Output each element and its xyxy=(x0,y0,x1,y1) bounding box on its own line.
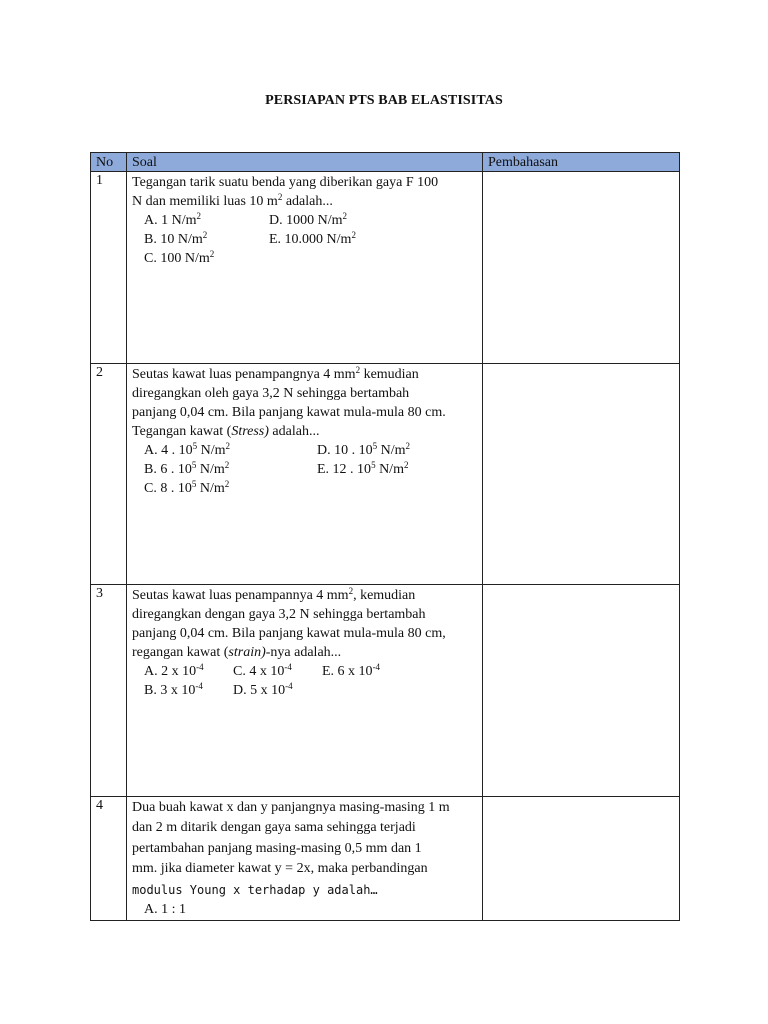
question-text-line: Tegangan tarik suatu benda yang diberikan gaya F 100 xyxy=(132,175,439,190)
question-text-line: diregangkan dengan gaya 3,2 N sehingga bertambah xyxy=(132,607,426,622)
table-header-row xyxy=(91,153,680,172)
table-row xyxy=(91,172,680,364)
option-a: A. 2 x $10^{-4}$ xyxy=(144,662,204,679)
option-c: C. 100 $N/m^2$ xyxy=(144,249,215,266)
header-pembahasan: Pembahasan xyxy=(483,153,680,172)
question-cell xyxy=(127,797,483,921)
question-text-line: panjang 0,04 cm. Bila panjang kawat mula-mula 80 cm. xyxy=(132,405,446,420)
answer-cell xyxy=(483,797,680,921)
answer-cell xyxy=(483,364,680,585)
question-text-line: Seutas kawat luas penampannya 4 $mm^2$, kemudian xyxy=(132,586,416,603)
question-text-line: pertambahan panjang masing-masing 0,5 mm dan 1 xyxy=(132,840,422,856)
option-e: E. 12 . $10^5$ $N/m^2$ xyxy=(317,460,409,477)
table-row xyxy=(91,364,680,585)
question-text-line: mm. jika diameter kawat y = 2x, maka perbandingan xyxy=(132,861,428,877)
option-b: B. 6 . $10^5$ $N/m^2$ xyxy=(144,460,230,477)
option-b: B. 10 $N/m^2$ xyxy=(144,230,208,247)
header-soal: Soal xyxy=(127,153,483,172)
table-row xyxy=(91,797,680,921)
question-text-line: panjang 0,04 cm. Bila panjang kawat mula-mula 80 cm, xyxy=(132,626,446,641)
option-list xyxy=(144,900,477,919)
question-number: 4 xyxy=(91,797,127,921)
question-cell xyxy=(127,172,483,364)
question-text-line: Dua buah kawat x dan y panjangnya masing-masing 1 m xyxy=(132,800,450,815)
option-list xyxy=(144,211,477,268)
document-title: PERSIAPAN PTS BAB ELASTISITAS xyxy=(265,93,503,108)
question-text-line: Seutas kawat luas penampangnya 4 $mm^2$ kemudian xyxy=(132,365,419,382)
answer-cell xyxy=(483,172,680,364)
question-number: 2 xyxy=(91,364,127,585)
question-cell xyxy=(127,364,483,585)
question-text-line: Tegangan kawat (Stress) adalah... xyxy=(132,424,320,439)
option-e: E. 6 x $10^{-4}$ xyxy=(322,662,381,679)
question-cell xyxy=(127,585,483,797)
question-number: 1 xyxy=(91,172,127,364)
option-list xyxy=(144,441,477,498)
option-c: C. 8 . $10^5$ $N/m^2$ xyxy=(144,479,230,496)
option-d: D. 10 . $10^5$ $N/m^2$ xyxy=(317,441,411,458)
option-d: D. 1000 $N/m^2$ xyxy=(269,211,347,228)
question-text-line: diregangkan oleh gaya 3,2 N sehingga bertambah xyxy=(132,386,410,401)
option-a: A. 1 : 1 xyxy=(144,902,186,918)
option-a: A. 1 $N/m^2$ xyxy=(144,211,201,228)
question-text-line: regangan kawat (strain)-nya adalah... xyxy=(132,645,342,660)
question-number: 3 xyxy=(91,585,127,797)
option-a: A. 4 . $10^5$ $N/m^2$ xyxy=(144,441,231,458)
question-text-line: N dan memiliki luas 10 $m^2$ adalah... xyxy=(132,192,333,209)
option-c: C. 4 x $10^{-4}$ xyxy=(233,662,292,679)
option-list xyxy=(144,662,477,700)
header-no: No xyxy=(91,153,127,172)
option-d: D. 5 x $10^{-4}$ xyxy=(233,681,293,698)
answer-cell xyxy=(483,585,680,797)
question-text-line: modulus Young x terhadap y adalah… xyxy=(132,882,378,897)
question-text-line: dan 2 m ditarik dengan gaya sama sehingga terjadi xyxy=(132,820,416,836)
table-row xyxy=(91,585,680,797)
option-e: E. 10.000 $N/m^2$ xyxy=(269,230,356,247)
option-b: B. 3 x $10^{-4}$ xyxy=(144,681,203,698)
question-table xyxy=(90,152,680,921)
